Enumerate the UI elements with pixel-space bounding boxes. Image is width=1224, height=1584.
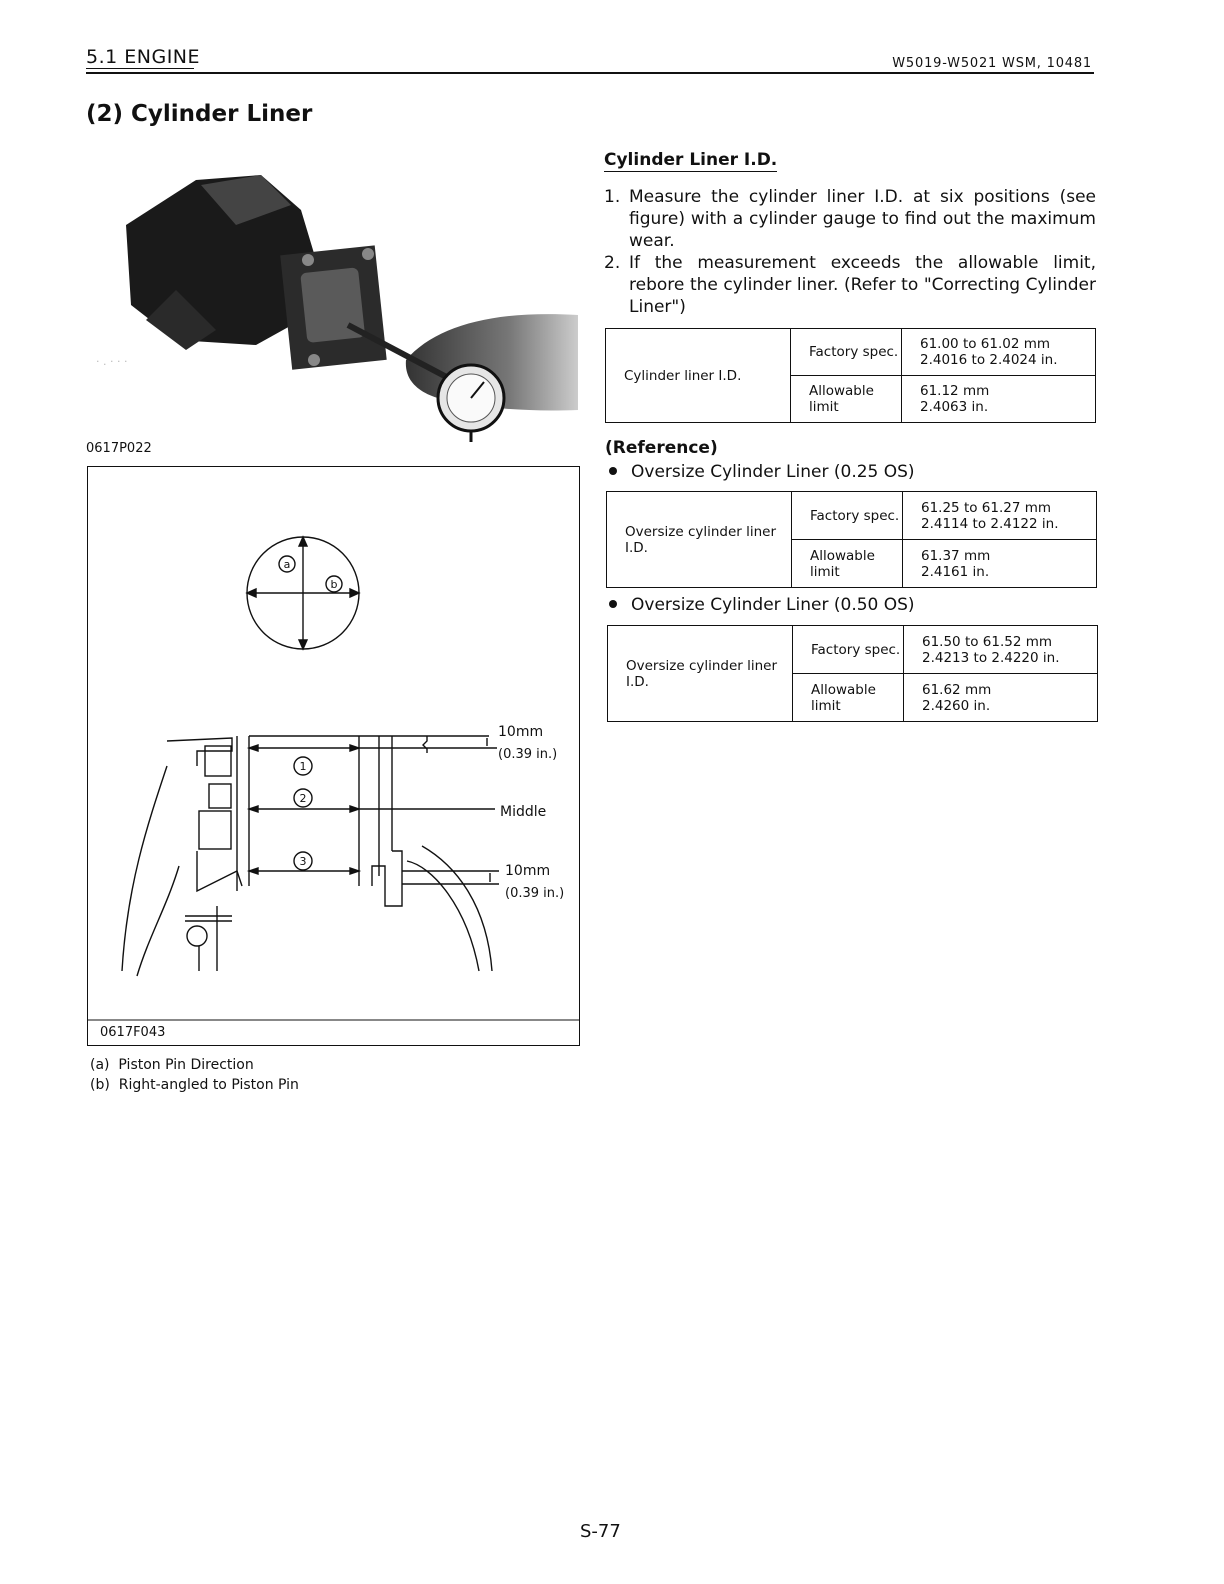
engine-measurement-photo bbox=[86, 150, 578, 446]
circle-label-b: b bbox=[330, 578, 338, 591]
factory-spec-label: Factory spec. bbox=[793, 626, 904, 674]
spec-item: Oversize cylinder liner I.D. bbox=[607, 492, 792, 588]
spec-item: Cylinder liner I.D. bbox=[606, 329, 791, 423]
allowable-limit-label: Allowable limit bbox=[792, 540, 903, 588]
allowable-limit-label: Allowable limit bbox=[793, 674, 904, 722]
procedure-step: 2. If the measurement exceeds the allowable limit, rebore the cylinder liner. (Refer to "Correcting Cylinder Liner") bbox=[604, 253, 1096, 317]
dim-bottom-mm: 10mm bbox=[505, 863, 551, 879]
factory-spec-value: 61.25 to 61.27 mm 2.4114 to 2.4122 in. bbox=[903, 492, 1097, 540]
factory-spec-label: Factory spec. bbox=[791, 329, 902, 376]
header-rule bbox=[86, 72, 1094, 74]
reference-title: (Reference) bbox=[605, 438, 718, 458]
header-underline bbox=[86, 68, 194, 69]
procedure-title: Cylinder Liner I.D. bbox=[604, 150, 778, 170]
factory-spec-label: Factory spec. bbox=[792, 492, 903, 540]
section-header: 5.1 ENGINE bbox=[86, 46, 201, 68]
allowable-limit-value: 61.62 mm 2.4260 in. bbox=[904, 674, 1098, 722]
reference-bullet-025: Oversize Cylinder Liner (0.25 OS) bbox=[605, 462, 915, 482]
section-title: (2) Cylinder Liner bbox=[86, 101, 313, 127]
factory-spec-value: 61.50 to 61.52 mm 2.4213 to 2.4220 in. bbox=[904, 626, 1098, 674]
dim-top-mm: 10mm bbox=[498, 724, 544, 740]
svg-text:· . · · ·: · . · · · bbox=[96, 355, 128, 368]
photo-caption: 0617P022 bbox=[86, 441, 152, 456]
dim-top-in: (0.39 in.) bbox=[498, 747, 558, 762]
cylinder-measurement-diagram bbox=[87, 466, 580, 1046]
position-label-2: 2 bbox=[299, 792, 307, 805]
spec-table-oversize-050 bbox=[607, 625, 1098, 722]
spec-table-cylinder-liner bbox=[605, 328, 1096, 423]
dim-middle: Middle bbox=[500, 804, 547, 820]
page-number: S-77 bbox=[580, 1521, 621, 1542]
circle-label-a: a bbox=[283, 558, 291, 571]
position-label-1: 1 bbox=[299, 760, 307, 773]
position-label-3: 3 bbox=[299, 855, 307, 868]
reference-bullet-050: Oversize Cylinder Liner (0.50 OS) bbox=[605, 595, 915, 615]
dim-bottom-in: (0.39 in.) bbox=[505, 886, 565, 901]
spec-item: Oversize cylinder liner I.D. bbox=[608, 626, 793, 722]
spec-table-oversize-025 bbox=[606, 491, 1097, 588]
allowable-limit-value: 61.12 mm 2.4063 in. bbox=[902, 376, 1096, 423]
procedure-steps bbox=[604, 186, 1096, 318]
legend-item-b: (b) Right-angled to Piston Pin bbox=[90, 1077, 299, 1093]
diagram-caption: 0617F043 bbox=[100, 1025, 166, 1040]
allowable-limit-label: Allowable limit bbox=[791, 376, 902, 423]
legend-item-a: (a) Piston Pin Direction bbox=[90, 1057, 254, 1073]
procedure-section bbox=[604, 150, 1096, 318]
document-reference: W5019-W5021 WSM, 10481 bbox=[892, 56, 1092, 71]
procedure-step: 1. Measure the cylinder liner I.D. at six positions (see figure) with a cylinder gauge to find out the maximum wear. bbox=[604, 187, 1096, 251]
factory-spec-value: 61.00 to 61.02 mm 2.4016 to 2.4024 in. bbox=[902, 329, 1096, 376]
allowable-limit-value: 61.37 mm 2.4161 in. bbox=[903, 540, 1097, 588]
